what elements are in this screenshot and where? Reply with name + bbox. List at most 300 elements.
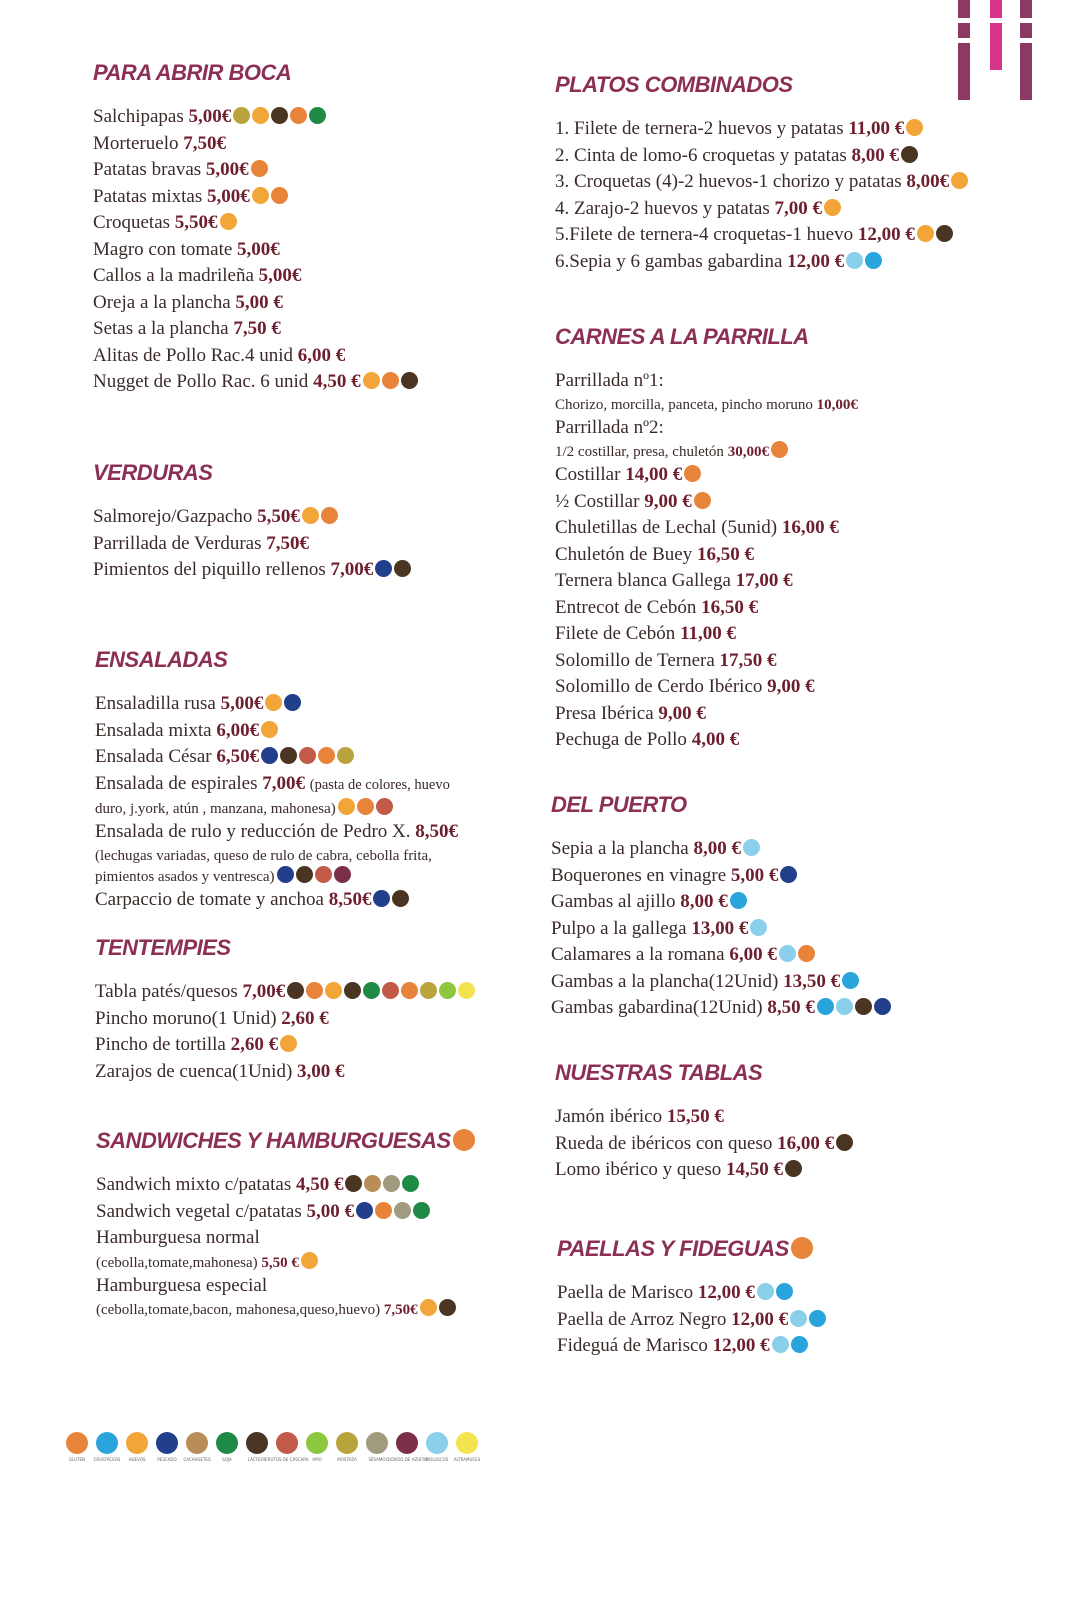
item-name: Hamburguesa especial — [96, 1274, 268, 1296]
soja-icon — [363, 982, 380, 999]
lacteos-icon — [287, 982, 304, 999]
gluten-icon — [306, 982, 323, 999]
menu-item — [551, 836, 891, 863]
item-name: Fideguá de Marisco — [557, 1335, 708, 1356]
item-price: 12,00 € — [731, 1308, 789, 1330]
menu-item — [555, 196, 968, 223]
item-name: Hamburguesa normal — [96, 1227, 260, 1248]
crustaceos-icon — [791, 1336, 808, 1353]
menu-item — [551, 969, 891, 996]
item-price: 12,00 € — [712, 1335, 770, 1356]
item-price: 2,60 € — [281, 1007, 329, 1029]
sesamo-icon — [394, 1202, 411, 1219]
item-price: 8,50€ — [415, 821, 459, 842]
apio-icon — [306, 1432, 328, 1454]
menu-item — [555, 1157, 853, 1184]
lacteos-icon — [936, 225, 953, 242]
legend-item-altramuces — [453, 1432, 481, 1462]
gluten-icon — [321, 507, 338, 524]
menu-item — [555, 415, 858, 442]
gluten-icon — [791, 1237, 813, 1259]
allergen-legend — [66, 1432, 481, 1462]
sesamo-icon — [383, 1175, 400, 1192]
menu-item — [95, 887, 458, 914]
item-name: Pincho de tortilla — [95, 1034, 226, 1055]
lacteos-icon — [785, 1160, 802, 1177]
item-price: 8,00 € — [851, 144, 900, 166]
item-name: Pulpo a la gallega — [551, 917, 687, 939]
item-name: Zarajos de cuenca(1Unid) — [95, 1060, 293, 1082]
crustaceos-icon — [730, 892, 747, 909]
item-price: 5,00€ — [220, 693, 264, 714]
item-price: 12,00 € — [697, 1282, 755, 1303]
menu-item — [555, 1131, 853, 1158]
item-price: 5,00 € — [730, 864, 779, 886]
legend-label: CACAHUETES — [183, 1457, 211, 1462]
menu-item — [95, 1032, 475, 1059]
menu-list — [96, 1172, 475, 1320]
menu-item — [557, 1280, 826, 1307]
section-title: CARNES A LA PARRILLA — [555, 324, 809, 349]
legend-item-frutos — [265, 1432, 309, 1462]
item-name: (lechugas variadas, queso de rulo de cabra, cebolla frita, — [95, 847, 432, 864]
menu-item — [93, 210, 418, 237]
section-title: ENSALADAS — [95, 647, 228, 672]
item-name: Ensalada César — [95, 746, 212, 767]
item-price: 5,00€ — [188, 106, 232, 127]
crustaceos-icon — [96, 1432, 118, 1454]
legend-item-soja — [216, 1432, 238, 1462]
lacteos-icon — [271, 107, 288, 124]
legend-item-huevo — [126, 1432, 148, 1462]
item-name: Callos a la madrileña — [93, 265, 254, 286]
menu-item — [96, 1199, 475, 1226]
menu-item — [95, 979, 475, 1006]
gluten-icon — [66, 1432, 88, 1454]
item-name: 1/2 costillar, presa, chuletón — [555, 444, 724, 460]
item-price: 4,50 € — [295, 1174, 344, 1195]
huevo-icon — [280, 1035, 297, 1052]
huevo-icon — [126, 1432, 148, 1454]
mostaza-icon — [337, 747, 354, 764]
item-name: Ensaladilla rusa — [95, 693, 216, 714]
item-price: 7,50 € — [233, 318, 281, 339]
item-price: 2,60 € — [230, 1034, 279, 1055]
item-name: 6.Sepia y 6 gambas gabardina — [555, 250, 783, 272]
item-price: 6,00 € — [297, 344, 346, 366]
item-price: 7,50€ — [266, 532, 309, 554]
menu-item — [555, 1104, 853, 1131]
item-price: 16,50 € — [696, 543, 754, 565]
legend-item-gluten — [66, 1432, 88, 1462]
item-name: Magro con tomate — [93, 238, 233, 260]
menu-item — [555, 727, 858, 754]
item-price: 5,00 € — [306, 1200, 355, 1222]
huevo-icon — [261, 721, 278, 738]
soja-icon — [309, 107, 326, 124]
gluten-icon — [694, 492, 711, 509]
huevo-icon — [265, 694, 282, 711]
menu-item — [551, 995, 891, 1022]
soja-icon — [402, 1175, 419, 1192]
gluten-icon — [318, 747, 335, 764]
menu-item — [96, 1252, 475, 1273]
menu-item — [555, 595, 858, 622]
crustaceos-icon — [865, 252, 882, 269]
menu-list — [555, 116, 968, 275]
menu-item — [95, 718, 458, 745]
item-name: Salchipapas — [93, 106, 184, 127]
legend-item-moluscos — [426, 1432, 448, 1462]
item-price: 14,00 € — [625, 464, 683, 485]
menu-item — [93, 263, 418, 290]
menu-item — [555, 249, 968, 276]
item-name: Boquerones en vinagre — [551, 864, 727, 886]
menu-item — [93, 237, 418, 264]
menu-item — [93, 290, 418, 317]
legend-label: HUEVOS — [128, 1457, 146, 1462]
item-price: 5,00€ — [258, 265, 302, 286]
item-name: Solomillo de Ternera — [555, 649, 720, 671]
item-price: 7,00€ — [242, 981, 286, 1002]
item-name: Pimientos del piquillo rellenos — [93, 559, 326, 580]
menu-item — [96, 1299, 475, 1320]
menu-list — [93, 104, 418, 396]
menu-item — [555, 489, 858, 516]
item-name: Lomo ibérico y queso — [555, 1159, 722, 1180]
moluscos-icon — [426, 1432, 448, 1454]
logo-bars — [958, 0, 1038, 105]
lacteos-icon — [246, 1432, 268, 1454]
menu-item — [93, 557, 411, 584]
pescado-icon — [284, 694, 301, 711]
huevo-icon — [338, 798, 355, 815]
menu-item — [555, 441, 858, 462]
legend-item-sulfitos — [386, 1432, 428, 1462]
apio-icon — [439, 982, 456, 999]
gluten-icon — [271, 187, 288, 204]
item-price: 10,00€ — [816, 396, 858, 413]
menu-item — [551, 863, 891, 890]
menu-item — [95, 1006, 475, 1033]
menu-item — [555, 143, 968, 170]
lacteos-icon — [394, 560, 411, 577]
menu-item — [93, 184, 418, 211]
section-tentempies — [95, 935, 475, 1085]
menu-item — [557, 1333, 826, 1360]
legend-label: FRUTOS DE CÁSCARA — [265, 1457, 309, 1462]
pescado-icon — [874, 998, 891, 1015]
lacteos-icon — [392, 890, 409, 907]
item-price: 9,00 € — [658, 702, 706, 724]
lacteos-icon — [439, 1299, 456, 1316]
legend-label: LÁCTEOS — [247, 1457, 267, 1462]
item-price: 5,00€ — [205, 159, 249, 180]
item-name: 4. Zarajo-2 huevos y patatas — [555, 197, 770, 219]
item-price: 6,00 € — [729, 944, 777, 965]
item-name: Chuletillas de Lechal (5unid) — [555, 517, 778, 538]
item-price: 5,50€ — [174, 212, 218, 233]
crustaceos-icon — [842, 972, 859, 989]
mostaza-icon — [233, 107, 250, 124]
legend-label: PESCADO — [157, 1457, 177, 1462]
item-name: Pechuga de Pollo — [555, 729, 692, 750]
frutos-icon — [299, 747, 316, 764]
huevo-icon — [252, 107, 269, 124]
lacteos-icon — [836, 1134, 853, 1151]
huevo-icon — [363, 372, 380, 389]
item-price: 30,00€ — [727, 444, 769, 460]
item-price: 8,50€ — [328, 888, 372, 910]
item-name: pimientos asados y ventresca) — [95, 868, 275, 885]
huevo-icon — [252, 187, 269, 204]
moluscos-icon — [779, 945, 796, 962]
item-price: 9,00 € — [767, 676, 815, 697]
item-price: 7,00 € — [774, 197, 822, 219]
huevo-icon — [220, 213, 237, 230]
altramuces-icon — [456, 1432, 478, 1454]
menu-list — [555, 1104, 853, 1184]
item-name: Gambas gabardina(12Unid) — [551, 997, 763, 1018]
menu-item — [555, 462, 858, 489]
item-price: 6,00€ — [216, 719, 260, 741]
item-name: Parrillada nº2: — [555, 416, 664, 438]
menu-list — [95, 979, 475, 1085]
crustaceos-icon — [817, 998, 834, 1015]
gluten-icon — [771, 441, 788, 458]
frutos-icon — [276, 1432, 298, 1454]
menu-item — [555, 222, 968, 249]
item-name: Chorizo, morcilla, panceta, pincho moruno — [555, 396, 813, 413]
item-price: 16,00 € — [777, 1132, 835, 1154]
legend-label: ALTRAMUCES — [453, 1457, 481, 1462]
item-price: 7,00€ — [262, 772, 305, 794]
mostaza-icon — [336, 1432, 358, 1454]
section-title: PARA ABRIR BOCA — [93, 60, 292, 85]
section-title: DEL PUERTO — [551, 792, 687, 817]
item-name: Presa Ibérica — [555, 702, 659, 724]
item-price: 13,00 € — [691, 917, 749, 939]
item-price: 16,50 € — [701, 596, 759, 618]
item-name: duro, j.york, atún , manzana, mahonesa) — [95, 801, 336, 817]
menu-item — [93, 369, 418, 396]
lacteos-icon — [280, 747, 297, 764]
item-name: 5.Filete de ternera-4 croquetas-1 huevo — [555, 224, 854, 245]
section-title: TENTEMPIES — [95, 935, 231, 960]
menu-item — [93, 131, 418, 158]
menu-item — [93, 316, 418, 343]
item-price: 11,00 € — [680, 623, 737, 644]
section-puerto — [551, 792, 891, 1022]
pescado-icon — [261, 747, 278, 764]
item-name: Nugget de Pollo Rac. 6 unid — [93, 371, 309, 392]
legend-item-mostaza — [336, 1432, 358, 1462]
menu-item — [555, 515, 858, 542]
gluten-icon — [251, 160, 268, 177]
cacahuete-icon — [186, 1432, 208, 1454]
item-name: Entrecot de Cebón — [555, 596, 697, 618]
huevo-icon — [951, 172, 968, 189]
menu-list — [557, 1280, 826, 1360]
legend-item-apio — [306, 1432, 328, 1462]
huevo-icon — [302, 507, 319, 524]
lacteos-icon — [901, 146, 918, 163]
lacteos-icon — [855, 998, 872, 1015]
menu-item — [555, 701, 858, 728]
lacteos-icon — [345, 1175, 362, 1192]
moluscos-icon — [757, 1283, 774, 1300]
item-name: Croquetas — [93, 212, 171, 233]
gluten-icon — [401, 982, 418, 999]
gluten-icon — [453, 1129, 475, 1151]
item-price: 7,50€ — [183, 132, 226, 154]
item-name: Sandwich mixto c/patatas — [96, 1174, 292, 1195]
item-price: 5,00€ — [206, 185, 250, 207]
item-name: Sandwich vegetal c/patatas — [96, 1200, 302, 1222]
moluscos-icon — [836, 998, 853, 1015]
item-name: Patatas bravas — [93, 159, 202, 180]
menu-item — [96, 1172, 475, 1199]
soja-icon — [216, 1432, 238, 1454]
legend-label: APIO — [312, 1457, 322, 1462]
item-name: Costillar — [555, 464, 621, 485]
menu-item — [551, 916, 891, 943]
menu-item — [555, 368, 858, 395]
cacahuete-icon — [364, 1175, 381, 1192]
section-sandwiches — [96, 1128, 475, 1320]
item-price: 12,00 € — [787, 250, 845, 272]
item-name: Paella de Arroz Negro — [557, 1308, 727, 1330]
menu-list — [551, 836, 891, 1022]
menu-item — [93, 104, 418, 131]
pescado-icon — [780, 866, 797, 883]
menu-list — [555, 368, 858, 754]
item-name: Rueda de ibéricos con queso — [555, 1132, 773, 1154]
menu-list — [93, 504, 411, 584]
pescado-icon — [156, 1432, 178, 1454]
gluten-icon — [382, 372, 399, 389]
item-price: 7,00€ — [330, 559, 374, 580]
item-name: 2. Cinta de lomo-6 croquetas y patatas — [555, 144, 847, 166]
legend-item-cacahuete — [183, 1432, 211, 1462]
frutos-icon — [315, 866, 332, 883]
huevo-icon — [824, 199, 841, 216]
menu-item — [95, 691, 458, 718]
item-name: Carpaccio de tomate y anchoa — [95, 888, 324, 910]
item-name: Tabla patés/quesos — [95, 981, 238, 1002]
item-name: Parrillada de Verduras — [93, 532, 262, 554]
menu-item — [96, 1225, 475, 1252]
menu-list — [95, 691, 458, 913]
menu-item — [555, 116, 968, 143]
item-price: 15,50 € — [666, 1106, 724, 1127]
legend-label: GLUTEN — [68, 1457, 86, 1462]
menu-item — [555, 169, 968, 196]
item-name: (cebolla,tomate,mahonesa) — [96, 1254, 258, 1271]
menu-item — [96, 1273, 475, 1300]
section-ensaladas — [95, 647, 458, 913]
item-price: 13,50 € — [783, 970, 841, 992]
huevo-icon — [917, 225, 934, 242]
menu-item — [93, 504, 411, 531]
menu-item — [95, 866, 458, 887]
menu-item — [555, 674, 858, 701]
item-price: 8,00 € — [693, 838, 741, 859]
altramuces-icon — [458, 982, 475, 999]
section-combinados — [555, 72, 968, 275]
gluten-icon — [684, 465, 701, 482]
item-price: 5,50 € — [261, 1254, 299, 1271]
item-price: 12,00 € — [857, 224, 915, 245]
item-price: 5,00 € — [235, 291, 283, 313]
legend-label: DIÓXIDO DE AZUFRE — [386, 1457, 428, 1462]
legend-label: MOLUSCOS — [425, 1457, 449, 1462]
item-price: 17,50 € — [719, 649, 777, 671]
section-title: VERDURAS — [93, 460, 213, 485]
item-name: Jamón ibérico — [555, 1106, 663, 1127]
item-price: 8,00 € — [680, 891, 728, 912]
menu-item — [557, 1307, 826, 1334]
item-name: Morteruelo — [93, 132, 179, 154]
frutos-icon — [382, 982, 399, 999]
sulfitos-icon — [396, 1432, 418, 1454]
huevo-icon — [906, 119, 923, 136]
crustaceos-icon — [776, 1283, 793, 1300]
moluscos-icon — [743, 839, 760, 856]
item-name: Ensalada mixta — [95, 719, 212, 741]
pescado-icon — [356, 1202, 373, 1219]
item-name: Salmorejo/Gazpacho — [93, 506, 253, 527]
item-price: 8,50 € — [767, 997, 815, 1018]
item-name: Patatas mixtas — [93, 185, 203, 207]
legend-item-sesamo — [366, 1432, 388, 1462]
huevo-icon — [301, 1252, 318, 1269]
lacteos-icon — [344, 982, 361, 999]
menu-item — [555, 648, 858, 675]
lacteos-icon — [296, 866, 313, 883]
item-note: (pasta de colores, huevo — [309, 776, 450, 793]
sesamo-icon — [366, 1432, 388, 1454]
menu-item — [551, 889, 891, 916]
menu-item — [95, 798, 458, 819]
gluten-icon — [375, 1202, 392, 1219]
pescado-icon — [375, 560, 392, 577]
item-price: 7,50€ — [383, 1302, 418, 1318]
menu-item — [93, 157, 418, 184]
huevo-icon — [325, 982, 342, 999]
legend-item-pescado — [156, 1432, 178, 1462]
gluten-icon — [357, 798, 374, 815]
item-price: 5,00€ — [237, 238, 280, 260]
item-price: 4,00 € — [691, 729, 740, 750]
item-name: (cebolla,tomate,bacon, mahonesa,queso,huevo) — [96, 1302, 381, 1318]
item-price: 5,50€ — [257, 506, 300, 527]
menu-item — [95, 1059, 475, 1086]
moluscos-icon — [846, 252, 863, 269]
item-price: 14,50 € — [725, 1159, 783, 1180]
frutos-icon — [376, 798, 393, 815]
section-carnes — [555, 324, 858, 754]
item-name: Pincho moruno(1 Unid) — [95, 1007, 277, 1029]
item-name: 1. Filete de ternera-2 huevos y patatas — [555, 118, 844, 139]
item-name: ½ Costillar — [555, 490, 640, 512]
menu-item — [555, 568, 858, 595]
menu-item — [95, 819, 458, 846]
sulfitos-icon — [334, 866, 351, 883]
menu-item — [555, 621, 858, 648]
item-name: Solomillo de Cerdo Ibérico — [555, 676, 763, 697]
menu-item — [93, 343, 418, 370]
